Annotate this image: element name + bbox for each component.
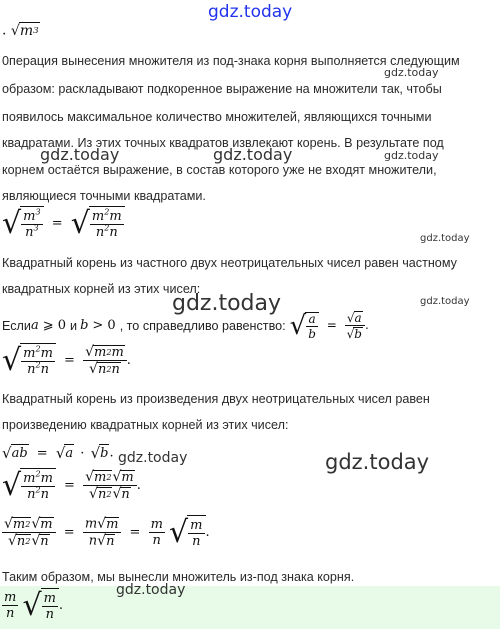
watermark: gdz.today <box>118 450 188 466</box>
top-expression <box>2 22 40 39</box>
paragraph-line: Квадратный корень из частного двух неотрицательных чисел равен частному <box>2 256 457 270</box>
watermark-top: gdz.today <box>208 2 293 22</box>
watermark: gdz.today <box>384 66 439 79</box>
paragraph-line: Квадратный корень из произведения двух неотрицательных чисел равен <box>2 392 430 406</box>
paragraph-line: квадратами. Из этих точных квадратов извлекают корень. В результате под <box>2 136 444 150</box>
condition-text: и <box>70 318 78 333</box>
paragraph-line: являющиеся точными квадратами. <box>2 189 206 203</box>
watermark: gdz.today <box>420 233 470 244</box>
watermark: gdz.today <box>325 450 430 474</box>
watermark: gdz.today <box>116 582 186 598</box>
watermark: gdz.today <box>420 296 470 307</box>
paragraph-line: квадратных корней из этих чисел: <box>2 282 201 296</box>
condition-text: Если <box>2 318 31 333</box>
watermark: gdz.today <box>172 291 282 316</box>
highlighted-result-band <box>0 586 500 629</box>
equation-split-roots: √ $\frac{m^2m}{n^2n}$ = √ m 2 √ m √ n 2 √ n . <box>2 468 141 503</box>
equals-sign: = <box>51 216 63 231</box>
sqrt: √ m 3 <box>10 23 39 39</box>
paragraph-line: 0перация вынесения множителя из под-знака корня выполняется следующим <box>2 54 460 68</box>
radicand: m <box>19 23 34 39</box>
equation-sqrt-fraction: √ $\frac{m^3}{n^3}$ = √ $\frac{m^2m}{n^2n}$ <box>2 206 125 241</box>
radical-sign: √ <box>10 23 20 39</box>
watermark: gdz.today <box>40 145 120 164</box>
leading-dot: . <box>2 22 7 39</box>
paragraph-line: корнем остаётся выражение, в состав которого уже не входят множители, <box>2 163 437 177</box>
condition-text: , то справедливо равенство: <box>119 318 286 333</box>
watermark: gdz.today <box>213 145 293 164</box>
equation-product-rule: √ ab = √ a · √ b . <box>2 444 114 462</box>
paragraph-line: произведению квадратных корней из этих чисел: <box>2 418 289 432</box>
final-answer: $\frac{m}{n}$ √ $\frac{m}{n}$ . <box>4 588 64 623</box>
watermark: gdz.today <box>384 149 439 162</box>
paragraph-line: образом: раскладывают подкоренное выражение на множители так, чтобы <box>2 82 442 96</box>
conclusion-text: Таким образом, мы вынесли множитель из-под знака корня. <box>2 570 355 584</box>
paragraph-line: появилось максимальное количество множителей, являющихся точными <box>2 110 432 124</box>
equation-quotient-rule: √ $\frac{m^2m}{n^2n}$ = √ m 2 m √ n 2 n . <box>2 343 131 378</box>
equation-simplified: √ m 2 √ m √ n 2 √ n = m √ m n √ n = $\frac{m}{n}$ √ $\frac{m}{n}$ . <box>4 515 210 550</box>
condition-line: Если a ⩾ 0 и b > 0 , то справедливо равенство: √ $\frac{a}{b}$ = √ a √ b . <box>2 310 369 341</box>
